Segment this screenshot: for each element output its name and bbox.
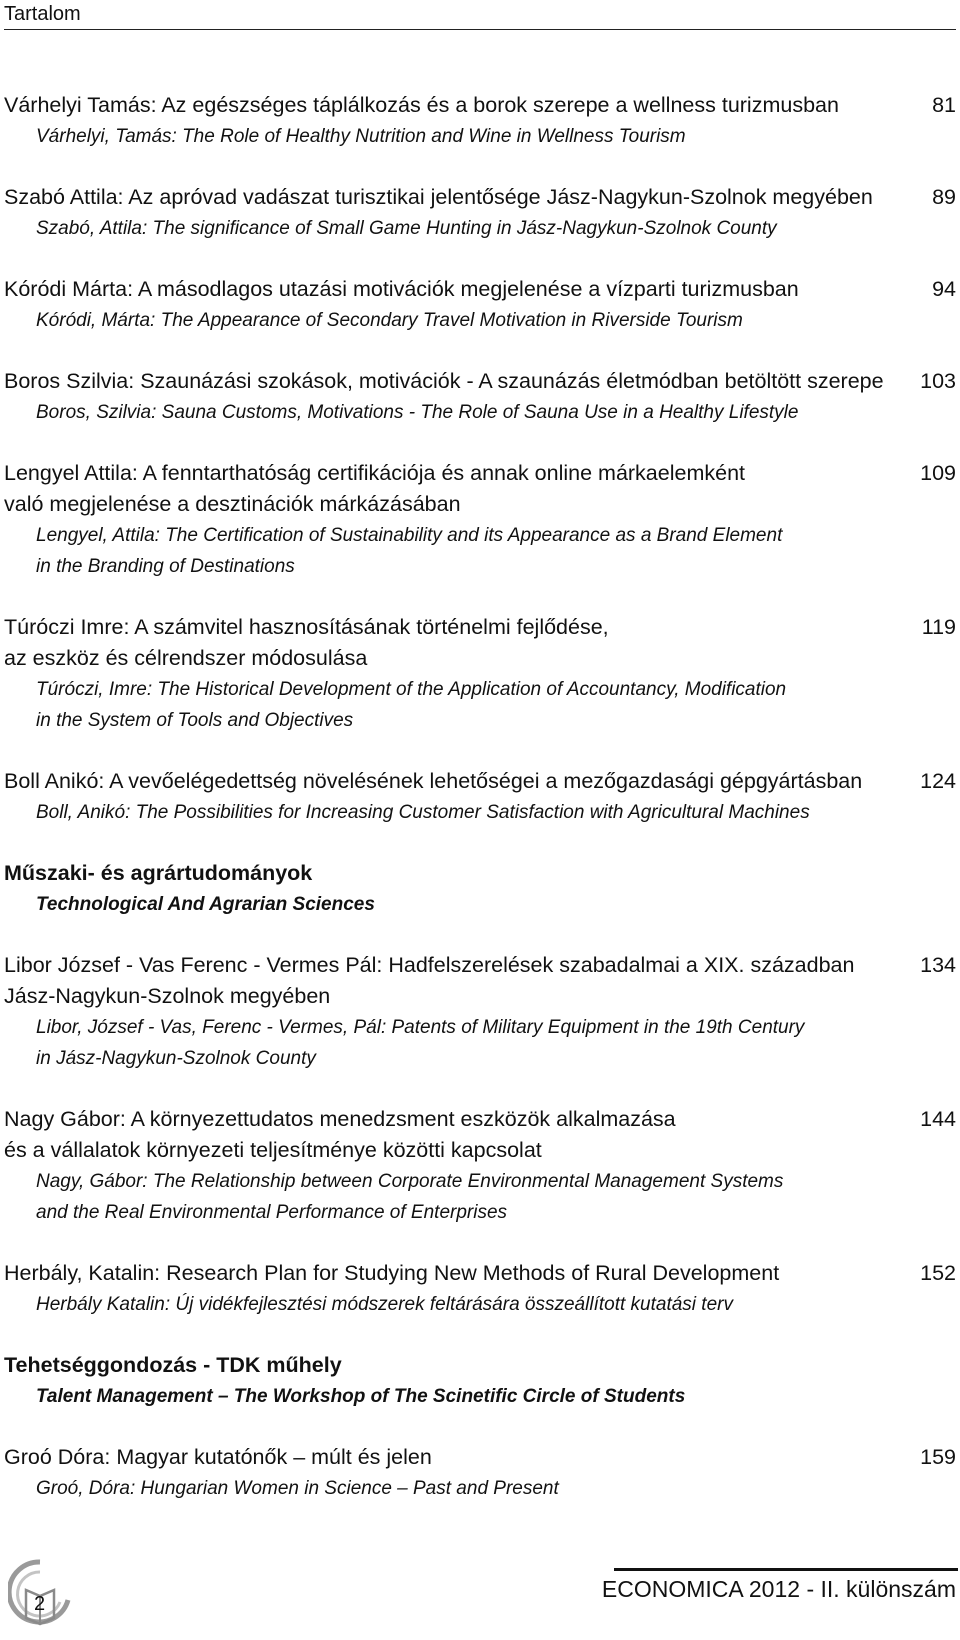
entry-translation: in the System of Tools and Objectives [36, 710, 354, 731]
entry-translation: Várhelyi, Tamás: The Role of Healthy Nutrition and Wine in Wellness Tourism [36, 126, 686, 147]
page-ref: 134 [920, 953, 956, 977]
entry-translation: Boll, Anikó: The Possibilities for Increasing Customer Satisfaction with Agricultural Machines [36, 802, 810, 823]
page-ref: 81 [932, 93, 956, 117]
header-title: Tartalom [4, 3, 81, 25]
entry-title: Kóródi Márta: A másodlagos utazási motivációk megjelenése a vízparti turizmusban [4, 277, 799, 301]
entry-title: és a vállalatok környezeti teljesítménye közötti kapcsolat [4, 1138, 542, 1162]
entry-translation: Szabó, Attila: The significance of Small Game Hunting in Jász-Nagykun-Szolnok County [36, 218, 777, 239]
section-subtitle: Talent Management – The Workshop of The Scinetific Circle of Students [36, 1386, 686, 1407]
page-ref: 94 [932, 277, 956, 301]
toc-entry [4, 1258, 956, 1320]
toc-entry [4, 182, 956, 244]
section-heading [4, 1350, 956, 1412]
section-title: Tehetséggondozás - TDK műhely [4, 1353, 342, 1377]
toc-entry [4, 612, 956, 736]
entry-title: az eszköz és célrendszer módosulása [4, 646, 368, 670]
entry-title: való megjelenése a desztinációk márkázásában [4, 492, 461, 516]
entry-title: Lengyel Attila: A fenntarthatóság certifikációja és annak online márkaelemként [4, 461, 746, 485]
toc-entry [4, 458, 956, 582]
entry-translation: Groó, Dóra: Hungarian Women in Science – Past and Present [36, 1478, 559, 1499]
page-ref: 144 [920, 1107, 956, 1131]
table-of-contents [4, 90, 956, 1534]
entry-translation: Lengyel, Attila: The Certification of Sustainability and its Appearance as a Brand Element [36, 525, 783, 546]
entry-title: Boll Anikó: A vevőelégedettség növelésének lehetőségei a mezőgazdasági gépgyártásban [4, 769, 863, 793]
entry-translation: Túróczi, Imre: The Historical Development of the Application of Accountancy, Modification [36, 679, 787, 700]
entry-translation: Nagy, Gábor: The Relationship between Corporate Environmental Management Systems [36, 1171, 784, 1192]
toc-entry [4, 1104, 956, 1228]
toc-entry [4, 766, 956, 828]
page-ref: 119 [921, 615, 956, 639]
entry-translation: Herbály Katalin: Új vidékfejlesztési módszerek feltárására összeállított kutatási terv [36, 1294, 733, 1315]
page-ref: 89 [932, 185, 956, 209]
section-heading [4, 858, 956, 920]
entry-translation: Boros, Szilvia: Sauna Customs, Motivations - The Role of Sauna Use in a Healthy Lifestyle [36, 402, 799, 423]
toc-entry [4, 274, 956, 336]
page-ref: 124 [920, 769, 956, 793]
entry-title: Boros Szilvia: Szaunázási szokások, motivációk - A szaunázás életmódban betöltött szerepe [4, 369, 884, 393]
toc-entry [4, 1442, 956, 1504]
entry-title: Nagy Gábor: A környezettudatos menedzsment eszközök alkalmazása [4, 1107, 676, 1131]
page-ref: 159 [920, 1445, 956, 1469]
entry-translation: in the Branding of Destinations [36, 556, 295, 577]
toc-entry [4, 90, 956, 152]
entry-title: Szabó Attila: Az apróvad vadászat turisztikai jelentősége Jász-Nagykun-Szolnok megyében [4, 185, 873, 209]
entry-title: Groó Dóra: Magyar kutatónők – múlt és jelen [4, 1445, 432, 1469]
entry-title: Túróczi Imre: A számvitel hasznosításának történelmi fejlődése, [4, 615, 609, 639]
entry-translation: Kóródi, Márta: The Appearance of Secondary Travel Motivation in Riverside Tourism [36, 310, 743, 331]
entry-title: Várhelyi Tamás: Az egészséges táplálkozás és a borok szerepe a wellness turizmusban [4, 93, 839, 117]
entry-translation: Libor, József - Vas, Ferenc - Vermes, Pál: Patents of Military Equipment in the 19th Century [36, 1017, 805, 1038]
entry-title: Jász-Nagykun-Szolnok megyében [4, 984, 331, 1008]
section-subtitle: Technological And Agrarian Sciences [36, 894, 375, 915]
page-number: 2 [34, 1593, 46, 1615]
footer-rule [614, 1568, 958, 1571]
page-header [4, 0, 956, 30]
page-ref: 152 [920, 1261, 956, 1285]
entry-translation: and the Real Environmental Performance of Enterprises [36, 1202, 508, 1223]
entry-title: Libor József - Vas Ferenc - Vermes Pál: Hadfelszerelések szabadalmai a XIX. században [4, 953, 855, 977]
section-title: Műszaki- és agrártudományok [4, 861, 313, 885]
entry-translation: in Jász-Nagykun-Szolnok County [36, 1048, 316, 1069]
journal-footer: ECONOMICA 2012 - II. különszám [601, 1576, 956, 1602]
toc-entry [4, 366, 956, 428]
page-ref: 109 [920, 461, 956, 485]
toc-entry [4, 950, 956, 1074]
page-ref: 103 [920, 369, 956, 393]
entry-title: Herbály, Katalin: Research Plan for Studying New Methods of Rural Development [4, 1261, 780, 1285]
